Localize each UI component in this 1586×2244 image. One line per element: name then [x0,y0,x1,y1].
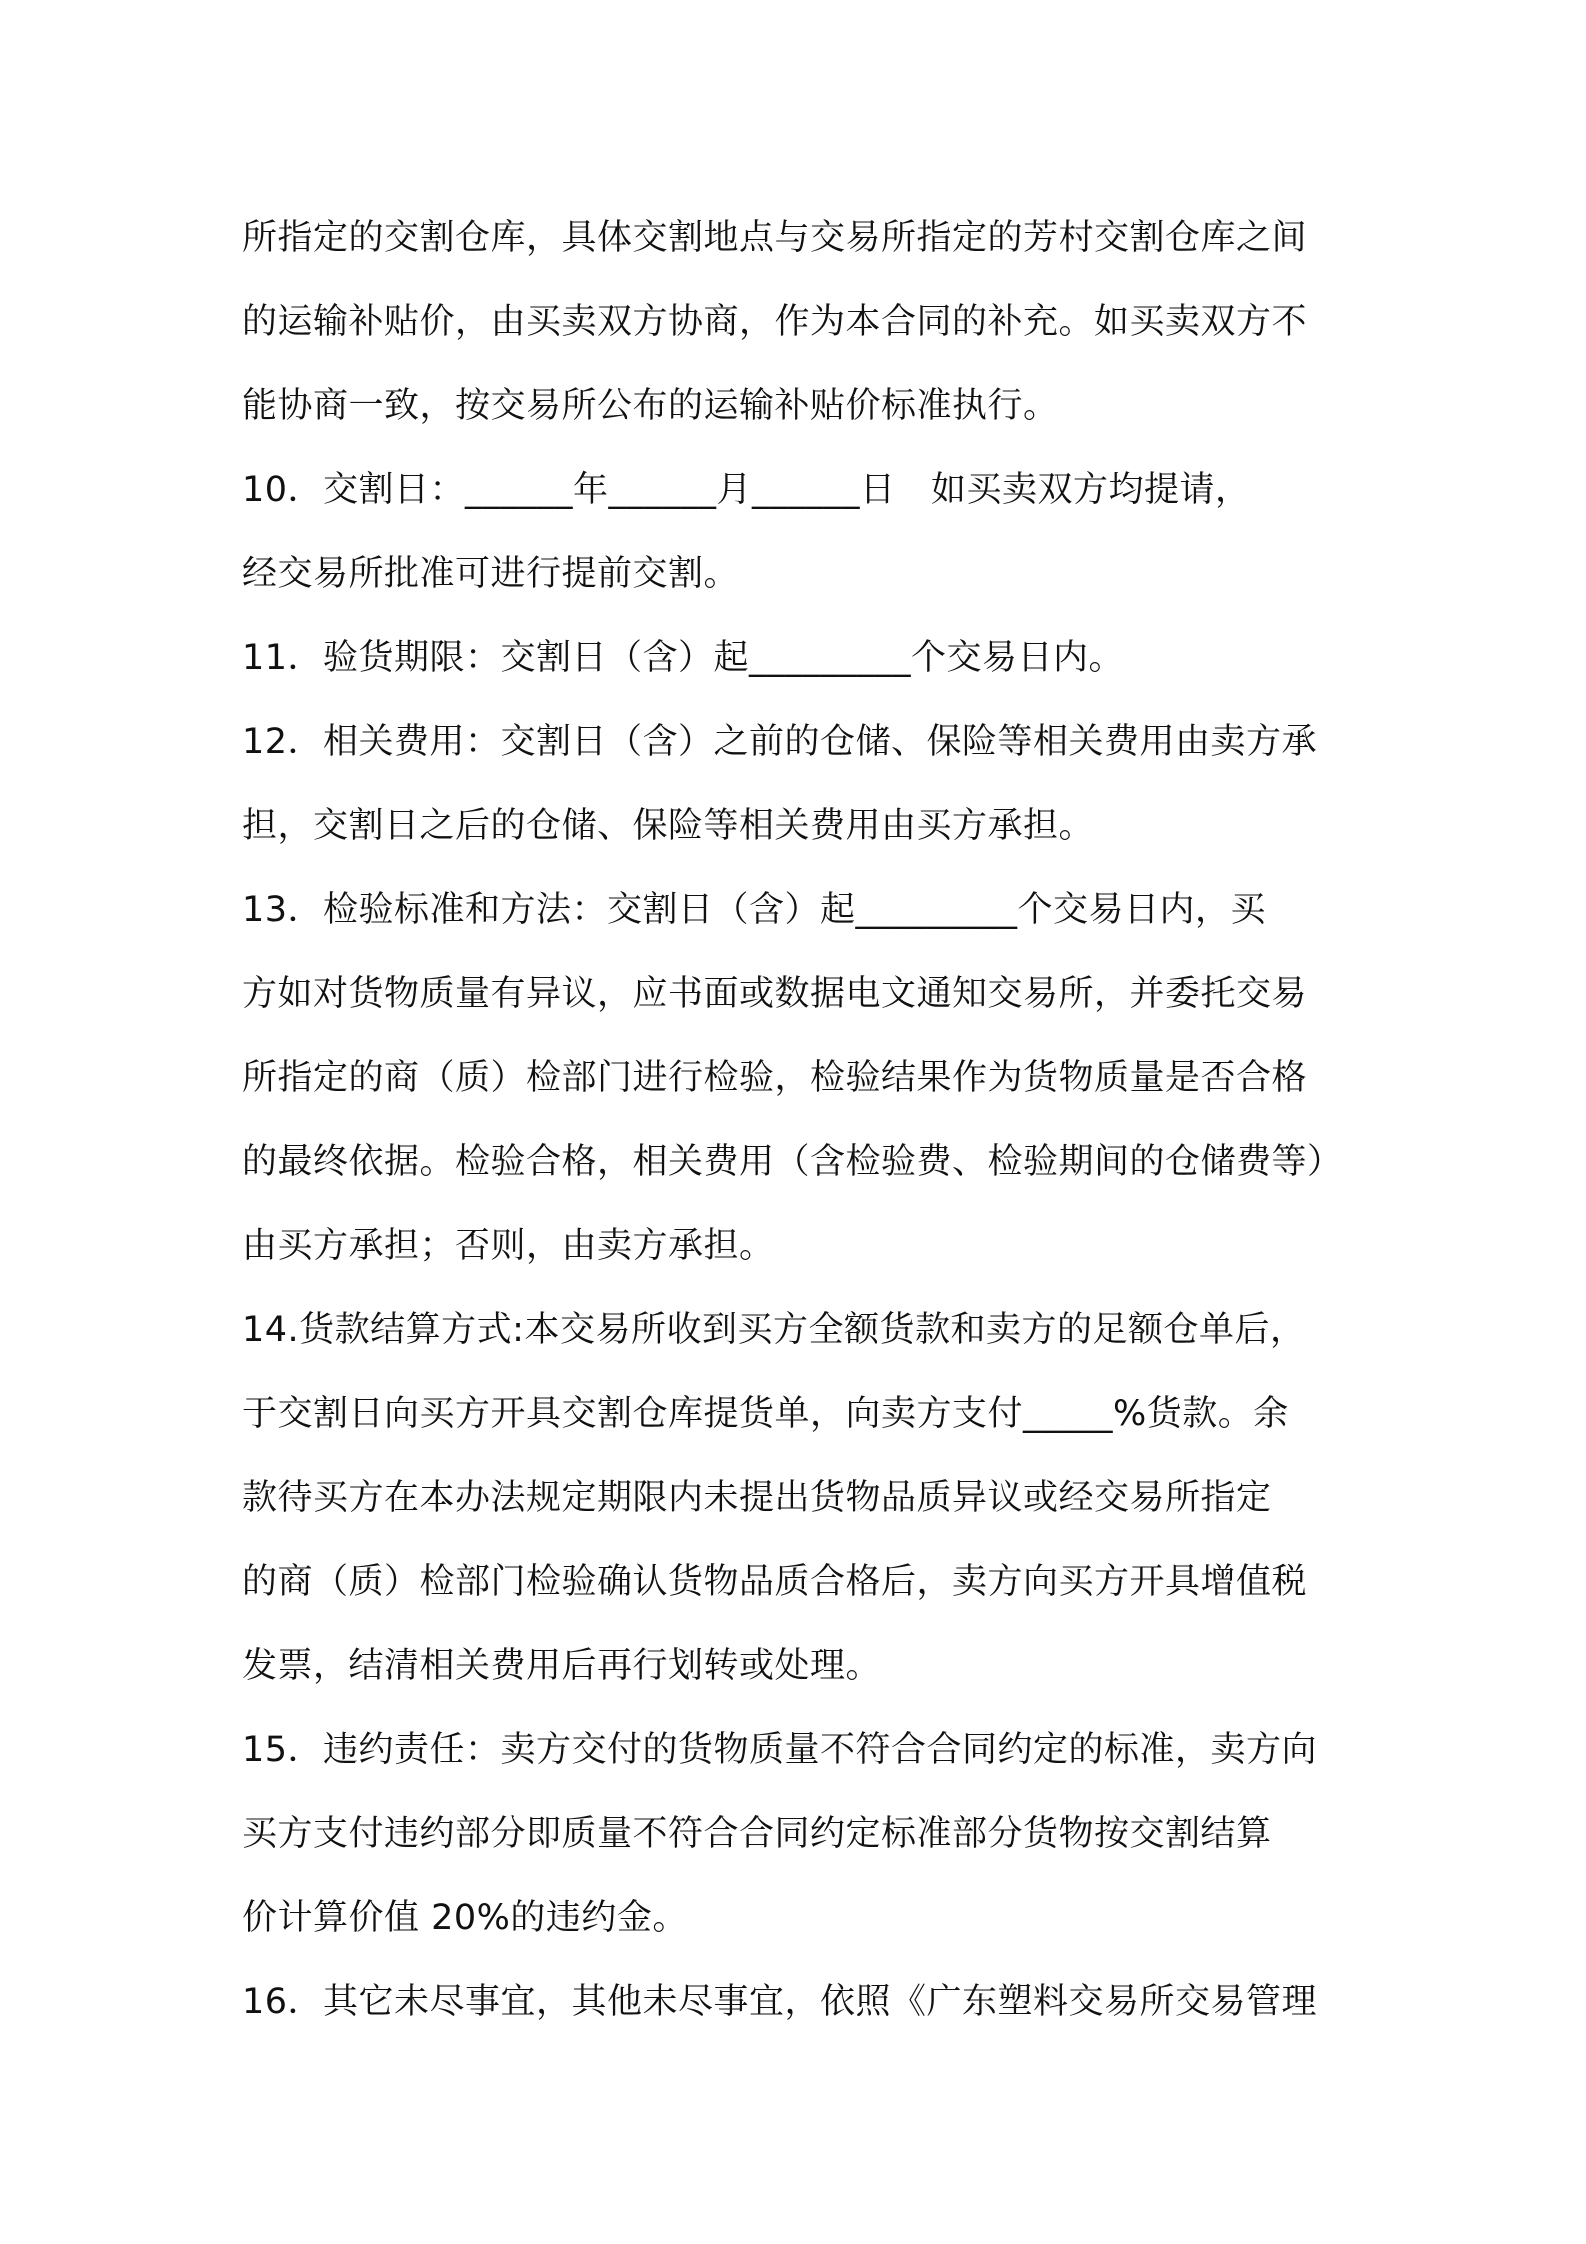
text-line: 款待买方在本办法规定期限内未提出货物品质异议或经交易所指定 [242,1478,1272,1518]
text-line: 发票，结清相关费用后再行划转或处理。 [242,1646,882,1686]
text-line: 担，交割日之后的仓储、保险等相关费用由买方承担。 [242,806,1095,846]
text-line: 能协商一致，按交易所公布的运输补贴价标准执行。 [242,386,1059,426]
text-line: 所指定的交割仓库，具体交割地点与交易所指定的芳村交割仓库之间 [242,218,1308,258]
clause-10-delivery-date: 10．交割日：______年______月______日 如买卖双方均提请， [242,470,1251,510]
clause-11-inspection-period: 11．验货期限：交割日（含）起_________个交易日内。 [242,638,1125,678]
clause-16-other-matters: 16．其它未尽事宜，其他未尽事宜，依照《广东塑料交易所交易管理 [242,1982,1318,2022]
clause-13-inspection-standard: 13．检验标准和方法：交割日（含）起_________个交易日内，买 [242,890,1267,930]
text-line: 买方支付违约部分即质量不符合合同约定标准部分货物按交割结算 [242,1814,1272,1854]
text-line: 所指定的商（质）检部门进行检验，检验结果作为货物质量是否合格 [242,1058,1308,1098]
clause-12-related-fees: 12．相关费用：交割日（含）之前的仓储、保险等相关费用由卖方承 [242,722,1318,762]
text-line: 的运输补贴价，由买卖双方协商，作为本合同的补充。如买卖双方不 [242,302,1308,342]
clause-15-liability: 15．违约责任：卖方交付的货物质量不符合合同约定的标准，卖方向 [242,1730,1318,1770]
text-line: 方如对货物质量有异议，应书面或数据电文通知交易所，并委托交易 [242,974,1308,1014]
text-line: 的最终依据。检验合格，相关费用（含检验费、检验期间的仓储费等） [242,1142,1343,1182]
text-line: 价计算价值 20%的违约金。 [242,1898,688,1938]
document-body [242,196,1358,2044]
text-line: 于交割日向买方开具交割仓库提货单，向卖方支付_____%货款。余 [242,1394,1289,1434]
text-line: 经交易所批准可进行提前交割。 [242,554,740,594]
text-line: 的商（质）检部门检验确认货物品质合格后，卖方向买方开具增值税 [242,1562,1308,1602]
clause-14-settlement: 14.货款结算方式:本交易所收到买方全额货款和卖方的足额仓单后， [242,1310,1306,1350]
text-line: 由买方承担；否则，由卖方承担。 [242,1226,775,1266]
